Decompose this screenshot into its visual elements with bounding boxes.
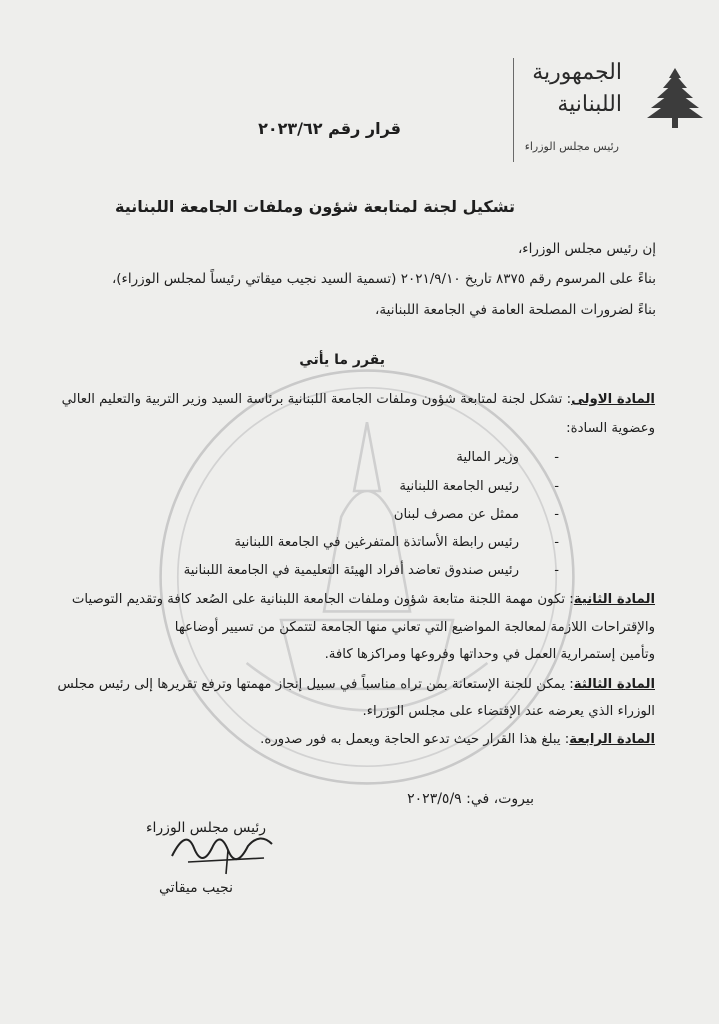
member-item: -رئيس صندوق تعاضد أفراد الهيئة التعليمية في الجامعة اللبنانية: [183, 563, 559, 578]
handwritten-signature: [168, 818, 278, 878]
decides-heading: يقرر ما يأتي: [299, 352, 385, 368]
preamble-line-3: بناءً لضرورات المصلحة العامة في الجامعة اللبنانية،: [375, 302, 656, 318]
letterhead-divider: [513, 58, 514, 162]
signatory-name: نجيب ميقاتي: [159, 880, 233, 896]
article-3-line-2: الوزراء الذي يعرضه عند الإقتضاء على مجلس الوزراء.: [362, 704, 655, 719]
article-3-label: المادة الثالثة: [573, 677, 655, 692]
member-item: -وزير المالية: [456, 450, 559, 465]
article-4-text: : يبلغ هذا القرار حيث تدعو الحاجة ويعمل به فور صدوره.: [260, 732, 570, 747]
article-2-line-2: والإقتراحات اللازمة لمعالجة المواضيع التي تعاني منها الجامعة لتتمكن من تسيير أوضاعها: [174, 620, 655, 635]
article-3-line-1: [58, 677, 655, 692]
republic-line-1: الجمهورية: [532, 60, 622, 85]
article-2-line-3: وتأمين إستمرارية العمل في وحداتها وفروعها ومراكزها كافة.: [324, 647, 655, 662]
member-item: -ممثل عن مصرف لبنان: [393, 507, 559, 522]
preamble-line-1: إن رئيس مجلس الوزراء،: [517, 241, 656, 257]
article-2-label: المادة الثانية: [573, 592, 655, 607]
member-item: -رئيس رابطة الأساتذة المتفرغين في الجامعة اللبنانية: [234, 535, 559, 550]
article-2-line-1: [72, 592, 655, 607]
article-1-text: : تشكل لجنة لمتابعة شؤون وملفات الجامعة اللبنانية برئاسة السيد وزير التربية والتعليم العالي: [61, 392, 572, 407]
article-3-text: : يمكن للجنة الإستعانة بمن تراه مناسباً في سبيل إنجاز مهمتها وترفع تقريرها إلى رئيس مجلس: [57, 677, 574, 692]
office-label: رئيس مجلس الوزراء: [524, 140, 619, 153]
place-date: بيروت، في: ٢٠٢٣/٥/٩: [407, 791, 534, 807]
signatory-title: رئيس مجلس الوزراء: [145, 820, 266, 836]
article-1-line-2: وعضوية السادة:: [566, 421, 655, 436]
decree-title: تشكيل لجنة لمتابعة شؤون وملفات الجامعة اللبنانية: [115, 197, 515, 216]
preamble-line-2: بناءً على المرسوم رقم ٨٣٧٥ تاريخ ٢٠٢١/٩/١٠ (تسمية السيد نجيب ميقاتي رئيساً لمجلس الوزراء)،: [111, 271, 656, 287]
article-4-line-1: [260, 732, 655, 747]
decree-number: قرار رقم ٢٠٢٣/٦٢: [258, 119, 401, 138]
republic-line-2: اللبنانية: [557, 92, 622, 117]
article-1-line-1: [62, 392, 655, 407]
cedar-logo: [643, 66, 707, 132]
member-item: -رئيس الجامعة اللبنانية: [399, 479, 559, 494]
article-1-label: المادة الاولى: [571, 392, 655, 407]
article-2-text: : تكون مهمة اللجنة متابعة شؤون وملفات الجامعة اللبنانية على الصُعد كافة وتقديم التوصيات: [71, 592, 574, 607]
article-4-label: المادة الرابعة: [569, 732, 655, 747]
